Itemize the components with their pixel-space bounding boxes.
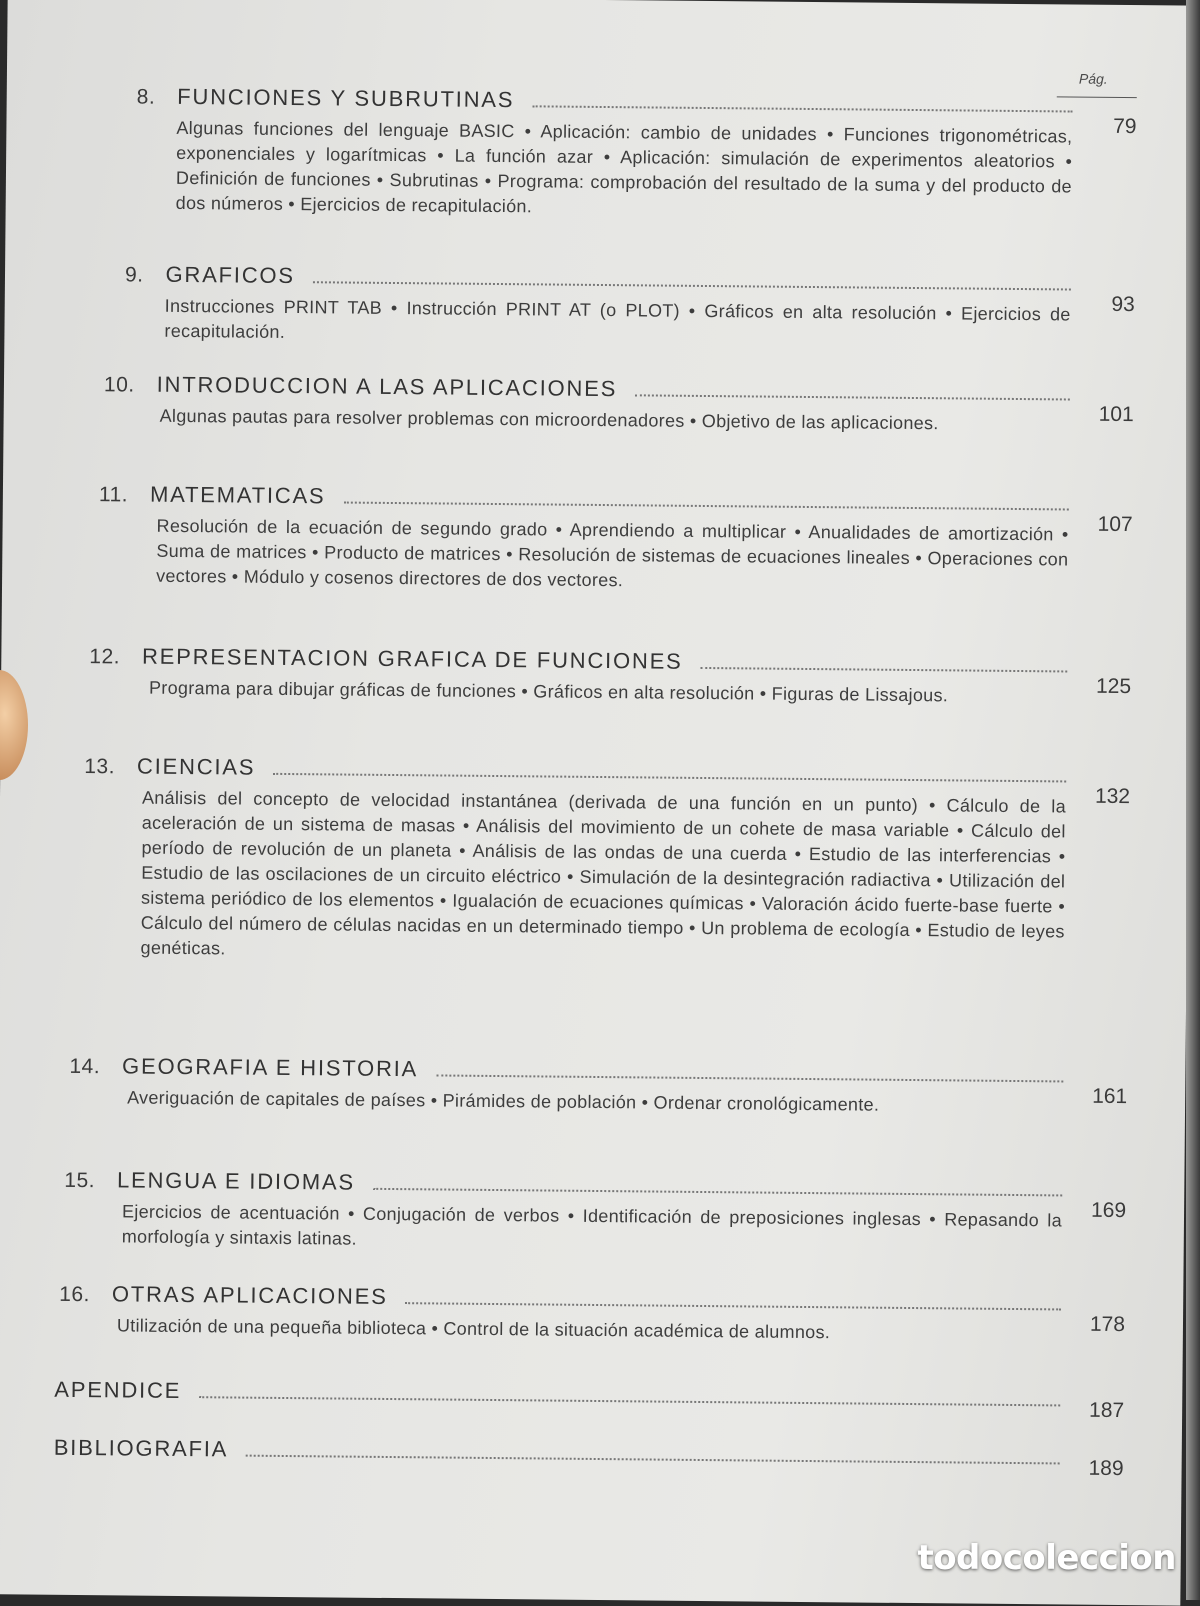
leader-dots <box>273 773 1066 783</box>
chapter-title: GEOGRAFIA E HISTORIA <box>122 1053 418 1082</box>
chapter-number: 8. <box>137 86 156 110</box>
chapter-title: OTRAS APLICACIONES <box>112 1281 388 1310</box>
toc-entry-13 <box>82 753 1130 970</box>
page-edge-shadow <box>1186 0 1200 1600</box>
chapter-number: 13. <box>84 755 115 779</box>
toc-entry-appendix <box>54 1377 1124 1413</box>
leader-dots <box>635 394 1070 400</box>
toc-entry-10 <box>104 371 1134 438</box>
toc-entry-8 <box>136 84 1137 226</box>
chapter-number: 11. <box>99 483 128 507</box>
page-number: 169 <box>1082 1199 1126 1223</box>
chapter-title: REPRESENTACION GRAFICA DE FUNCIONES <box>142 644 683 675</box>
bibliography-title: BIBLIOGRAFIA <box>54 1435 229 1463</box>
page-number: 125 <box>1087 675 1131 699</box>
leader-dots <box>313 281 1071 290</box>
chapter-description: Utilización de una pequeña biblioteca • Control de la situación académica de alumnos. <box>117 1313 1061 1347</box>
chapter-title: FUNCIONES Y SUBRUTINAS <box>177 84 514 113</box>
leader-dots <box>246 1455 1060 1465</box>
chapter-title: INTRODUCCION A LAS APLICACIONES <box>157 372 618 402</box>
chapter-number: 16. <box>59 1283 90 1307</box>
leader-dots <box>199 1396 1060 1406</box>
leader-dots <box>406 1302 1062 1310</box>
toc-entry-12 <box>89 643 1131 710</box>
chapter-description: Algunas pautas para resolver problemas con microordenadores • Objetivo de las aplicaciones. <box>160 404 1070 438</box>
page-number: 132 <box>1086 785 1130 809</box>
leader-dots <box>532 105 1072 112</box>
chapter-number: 9. <box>125 263 144 287</box>
chapter-number: 15. <box>64 1169 95 1193</box>
chapter-description: Resolución de la ecuación de segundo grado • Aprendiendo a multiplicar • Anualidades de amortización • Suma de matrices • Producto de matrices • Resolución de sistemas de ecuaciones lineales • Operaciones con vectores • Módulo y cosenos directores de dos vectores. <box>156 514 1069 598</box>
chapter-title: CIENCIAS <box>137 754 256 781</box>
toc-entry-16 <box>59 1281 1125 1348</box>
chapter-number: 14. <box>69 1055 100 1079</box>
chapter-description: Programa para dibujar gráficas de funciones • Gráficos en alta resolución • Figuras de Lissajous. <box>149 676 1067 710</box>
page-number: 189 <box>1079 1457 1123 1481</box>
page-number: 101 <box>1090 403 1134 427</box>
toc-entry-15 <box>64 1167 1127 1259</box>
chapter-title: MATEMATICAS <box>150 482 326 510</box>
chapter-title: GRAFICOS <box>165 262 295 289</box>
chapter-title: LENGUA E IDIOMAS <box>117 1167 355 1195</box>
toc-entry-9 <box>124 261 1135 353</box>
chapter-description: Ejercicios de acentuación • Conjugación de verbos • Identificación de preposiciones inglesas • Repasando la morfología y sintaxis latinas. <box>122 1199 1062 1258</box>
page-number: 187 <box>1080 1399 1124 1423</box>
chapter-number: 10. <box>104 373 135 397</box>
chapter-number: 12. <box>89 645 120 669</box>
page-number: 178 <box>1081 1313 1125 1337</box>
toc-entry-14 <box>69 1053 1127 1120</box>
page-column-header: Pág. <box>1079 71 1108 87</box>
page-number: 93 <box>1091 293 1135 317</box>
leader-dots <box>701 667 1068 673</box>
page-number: 161 <box>1083 1085 1127 1109</box>
appendix-title: APENDICE <box>54 1377 181 1404</box>
leader-dots <box>436 1074 1063 1082</box>
chapter-description: Averiguación de capitales de países • Pirámides de población • Ordenar cronológicamente. <box>127 1085 1063 1119</box>
page-number: 79 <box>1092 115 1136 139</box>
chapter-description: Algunas funciones del lenguaje BASIC • Aplicación: cambio de unidades • Funciones trigonométricas, exponenciales y logarítmicas • La función azar • Aplicación: simulación de experimentos aleatorios • Definición de funciones • Subrutinas • Programa: comprobación del resultado de la suma y del producto de dos números • Ejercicios de recapitulación. <box>176 116 1073 225</box>
leader-dots <box>373 1188 1062 1197</box>
leader-dots <box>343 502 1068 511</box>
toc-entry-11 <box>98 481 1133 598</box>
toc-entry-bibliography <box>54 1435 1124 1471</box>
chapter-description: Instrucciones PRINT TAB • Instrucción PRINT AT (o PLOT) • Gráficos en alta resolución • Ejercicios de recapitulación. <box>164 294 1070 353</box>
watermark-logo: todocoleccion <box>917 1538 1176 1578</box>
chapter-description: Análisis del concepto de velocidad instantánea (derivada de una función en un punto) • Cálculo de la aceleración de un sistema de masas • Análisis del movimiento de un cohete de masa variable • Cálculo del período de revolución de un planeta • Análisis de las ondas de una cuerda • Estudio de las interferencias • Estudio de las oscilaciones de un circuito eléctrico • Simulación de la desintegración radiactiva • Utilización del sistema periódico de los elementos • Igualación de ecuaciones químicas • Valoración ácido fuerte-base fuerte • Cálculo del número de células nacidas en un determinado tiempo • Un problema de ecología • Estudio de leyes genéticas. <box>140 786 1066 970</box>
page-number: 107 <box>1089 513 1133 537</box>
